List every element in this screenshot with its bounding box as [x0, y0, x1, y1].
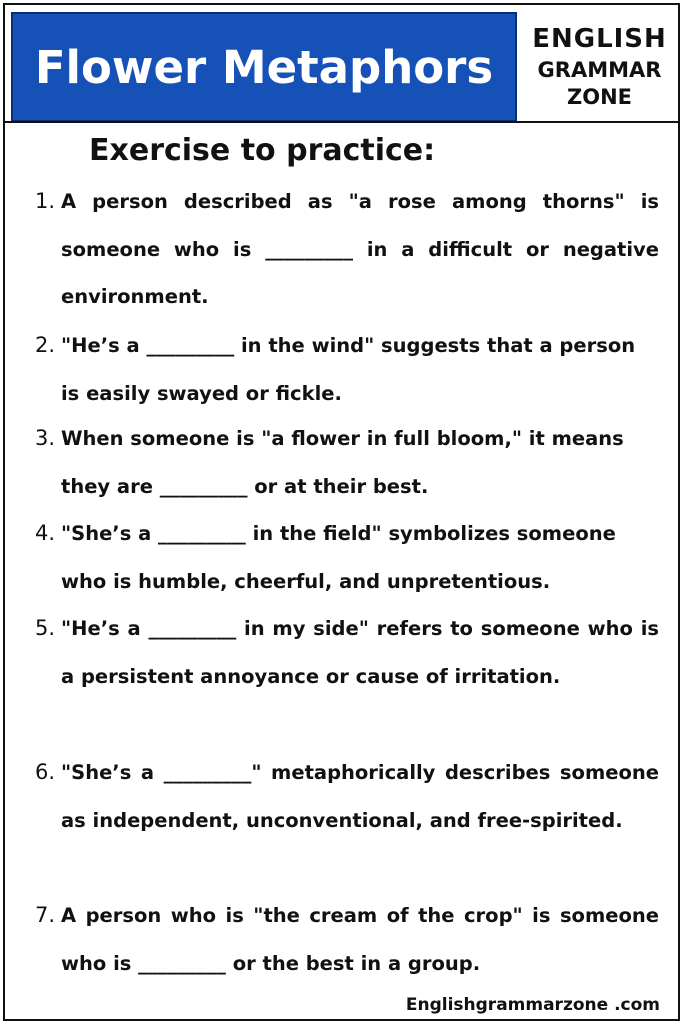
exercise-text: "She’s a _________" metaphorically describes someone as independent, unconventional, and free-spirited. [61, 761, 659, 832]
exercise-text: "He’s a _________ in the wind" suggests that a person is easily swayed or fickle. [61, 334, 636, 405]
header-divider [5, 121, 678, 123]
exercise-number: 1. [35, 189, 56, 213]
exercise-number: 5. [35, 616, 56, 640]
exercise-text: A person who is "the cream of the crop" is someone who is _________ or the best in a group. [61, 904, 659, 975]
brand-line-2: GRAMMAR [537, 57, 662, 82]
title-banner [11, 12, 517, 122]
page-frame [3, 3, 680, 1021]
exercise-number: 6. [35, 760, 56, 784]
exercise-text: When someone is "a flower in full bloom," it means they are _________ or at their best. [61, 427, 624, 498]
exercise-number: 7. [35, 903, 56, 927]
brand-logo [519, 11, 680, 123]
exercise-number: 2. [35, 333, 56, 357]
exercise-text: A person described as "a rose among thorns" is someone who is _________ in a difficult or negative environment. [61, 190, 659, 308]
section-heading: Exercise to practice: [89, 133, 436, 168]
brand-line-1: ENGLISH [532, 23, 667, 54]
brand-line-3: ZONE [567, 84, 632, 109]
exercise-number: 3. [35, 426, 56, 450]
exercise-text: "She’s a _________ in the field" symbolizes someone who is humble, cheerful, and unpretentious. [61, 522, 616, 593]
exercise-number: 4. [35, 521, 56, 545]
footer-website: Englishgrammarzone .com [405, 995, 660, 1015]
exercise-text: "He’s a _________ in my side" refers to someone who is a persistent annoyance or cause of irritation. [61, 617, 659, 688]
page-title: Flower Metaphors [34, 40, 494, 94]
